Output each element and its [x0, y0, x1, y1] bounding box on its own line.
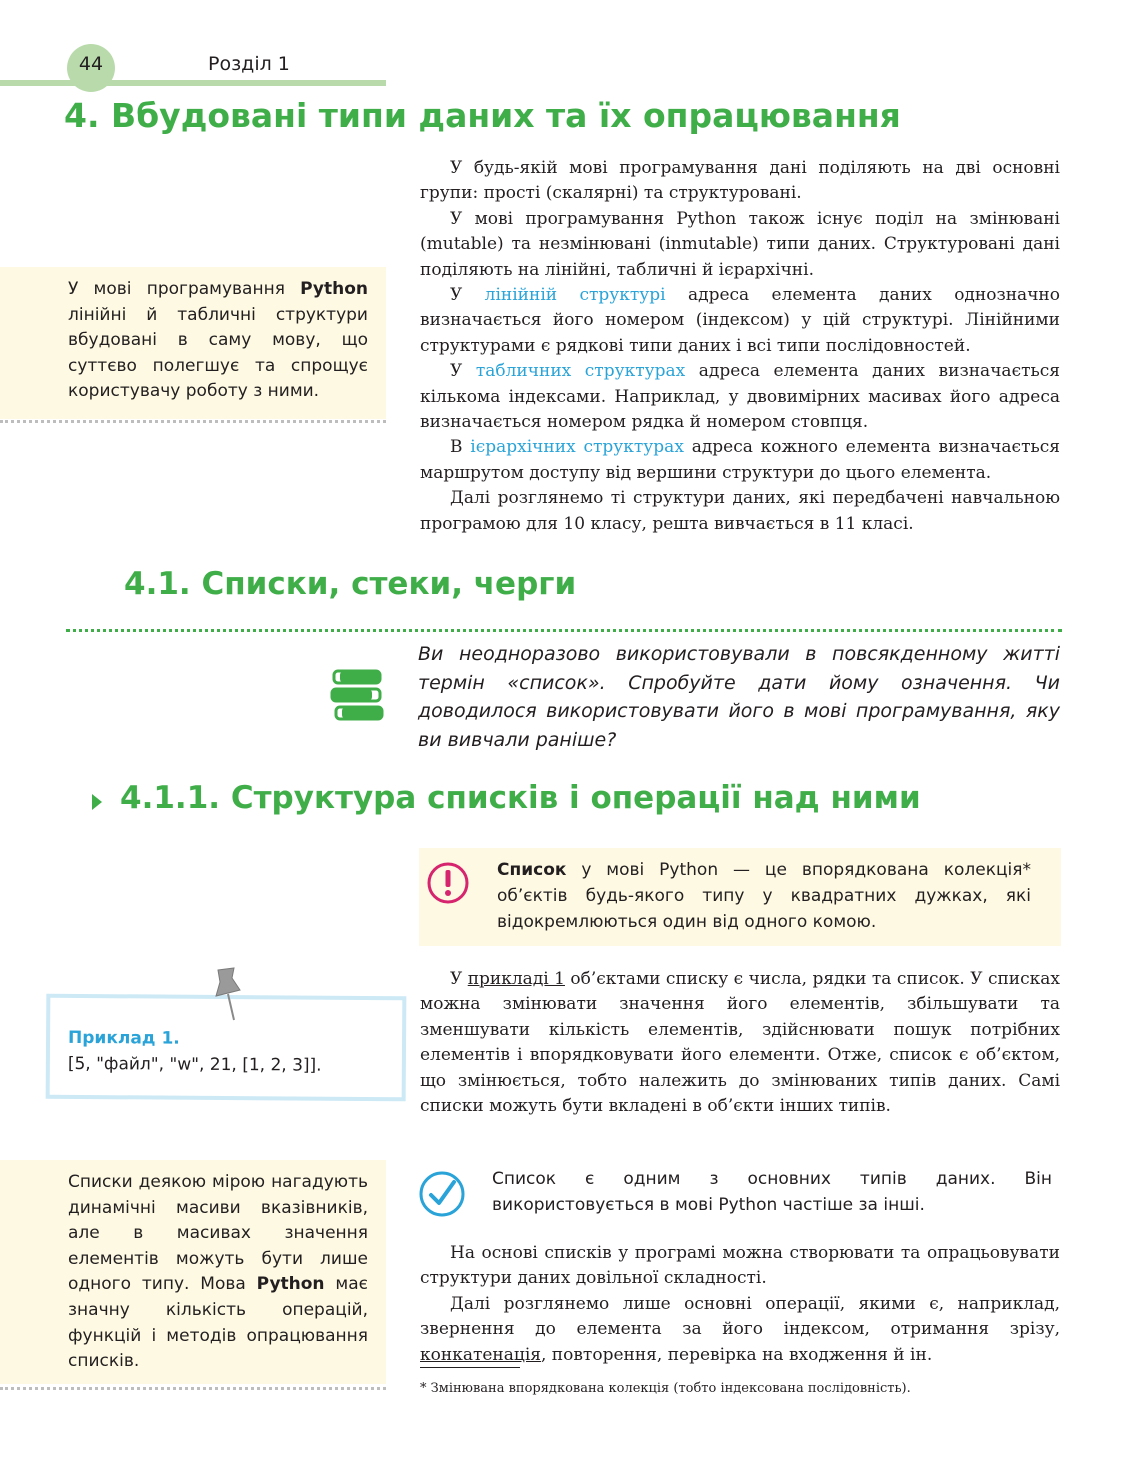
text: У — [450, 361, 476, 382]
term-hierarchical: ієрархічних структурах — [470, 437, 684, 458]
section-title-4-1-1: 4.1.1. Структура списків і операції над ними — [120, 780, 921, 816]
pushpin-icon — [208, 966, 248, 1022]
divider — [0, 1387, 386, 1390]
text: об’єктами списку є числа, рядки та список. У списках можна змінювати значення його елементів, збільшувати та зменшувати кількість елементів, здійснювати пошук потрібних елементів і впорядковувати його елементи. Отже, список є об’єктом, що змінюється, тобто належить до змінюваних типів даних. Самі списки можуть бути вкладені в об’єкти інших типів. — [420, 969, 1060, 1117]
section-label: Розділ 1 — [208, 53, 290, 75]
header-bar — [0, 80, 386, 86]
example-title: Приклад 1. — [67, 1027, 180, 1049]
intro-paragraph — [420, 359, 1060, 435]
text: адреса елемента даних визначається кількома індексами. Наприклад, у двовимірних масивах його адреса визначається номером рядка й номером стовпця. — [420, 361, 1060, 433]
intro-paragraph — [420, 283, 1060, 359]
footnote-rule — [420, 1367, 520, 1368]
definition-box — [419, 848, 1061, 946]
question-text: Ви неодноразово використовували в повсякденному житті термін «список». Спробуйте дати йому означення. Чи доводилося використовувати його в мові програмування, яку ви вивчали раніше? — [418, 643, 1060, 751]
example-code: [5, "файл", "w", 21, [1, 2, 3]]. — [67, 1053, 322, 1076]
text: лінійні й табличні структури вбудовані в саму мову, що суттєво полегшує та спрощує користувачу роботу з ними. — [68, 304, 368, 402]
operations-text — [420, 1241, 1060, 1368]
intro-text — [420, 156, 1060, 537]
term-linear: лінійній структурі — [484, 285, 666, 306]
intro-paragraph — [420, 435, 1060, 486]
checkmark-icon — [418, 1170, 466, 1218]
divider — [66, 629, 1062, 632]
text: В — [450, 437, 471, 458]
footnote: * Змінювана впорядкована колекція (тобто індексована послідовність). — [420, 1381, 911, 1396]
text: Списки деякою мірою нагадують динамічні масиви вказівників, але в масивах значення елементів можуть бути лише одного типу. Мова — [68, 1172, 368, 1295]
text: адреса елемента даних однозначно визначається його номером (індексом) у цій структурі. Лінійними структурами є рядкові типи даних і всі типи послідовностей. — [420, 285, 1061, 356]
books-icon — [330, 665, 386, 725]
intro-paragraph: У будь-якій мові програмування дані поділяють на дві основні групи: прості (скалярні) та структуровані. — [420, 158, 1060, 204]
text: Далі розглянемо лише основні операції, якими є, наприклад, звернення до елемента за його індексом, отримання зрізу, — [420, 1293, 1060, 1340]
keyword: Список — [497, 860, 567, 880]
exclamation-icon — [426, 861, 470, 905]
text: має значну кількість операцій, функцій і методів опрацювання списків. — [68, 1274, 368, 1372]
check-note-text: Список є одним з основних типів даних. Він використовується в мові Python частіше за інші. — [492, 1169, 1052, 1215]
arrow-right-icon — [90, 793, 104, 811]
list-examples-text — [420, 967, 1060, 1119]
text: У мові програмування — [68, 279, 301, 299]
paragraph: На основі списків у програмі можна створювати та опрацьовувати структури даних довільної складності. — [420, 1243, 1060, 1289]
section-title-4-1: 4.1. Списки, стеки, черги — [124, 566, 577, 602]
keyword: Python — [256, 1274, 325, 1295]
divider — [0, 420, 386, 423]
paragraph — [420, 967, 1060, 1119]
text: адреса кожного елемента визначається маршрутом доступу від вершини структури до цього елемента. — [420, 437, 1060, 483]
chapter-title: 4. Вбудовані типи даних та їх опрацювання — [64, 96, 901, 135]
intro-paragraph: У мові програмування Python також існує поділ на змінювані (mutable) та незмінювані (inmutable) типи даних. Структуровані дані поділяють на лінійні, табличні й ієрархічні. — [420, 208, 1060, 280]
text: , повторення, перевірка на входження й ін. — [540, 1344, 933, 1365]
keyword: Python — [300, 279, 368, 299]
example-reference-link[interactable]: прикладі 1 — [467, 969, 565, 989]
text: У — [450, 969, 468, 989]
concatenation-link[interactable]: конкатенація — [420, 1344, 541, 1365]
term-tabular: табличних структурах — [475, 361, 686, 382]
definition-text — [497, 857, 1031, 935]
side-note-dynamic-arrays — [0, 1160, 386, 1384]
text: у мові Python — це впорядкована колекція* об’єктів будь-якого типу у квадратних дужках, які відокремлюються один від одного комою. — [497, 860, 1031, 932]
text: У — [450, 285, 485, 306]
page-number: 44 — [78, 53, 104, 75]
paragraph — [420, 1292, 1060, 1368]
intro-paragraph: Далі розглянемо ті структури даних, які передбачені навчальною програмою для 10 класу, решта вивчається в 11 класі. — [420, 488, 1060, 534]
side-note-python — [0, 267, 386, 419]
